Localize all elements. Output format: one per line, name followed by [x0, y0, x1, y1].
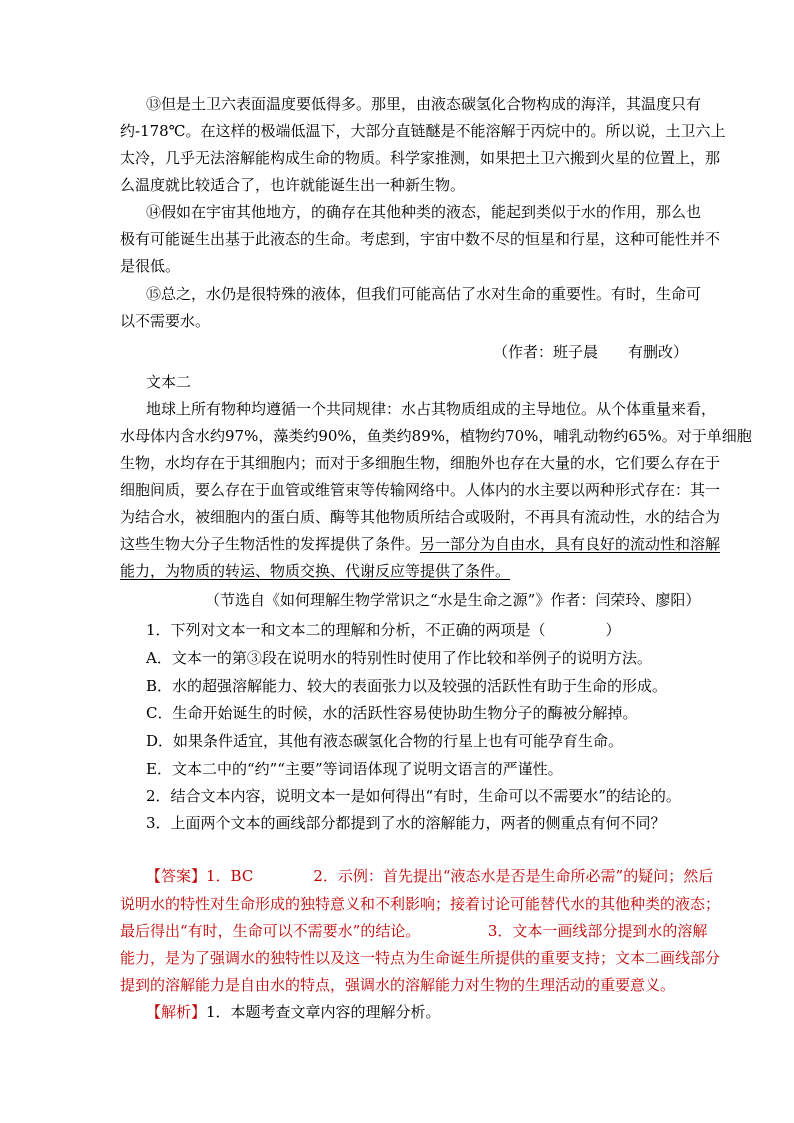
answer-line-3: 最后得出“有时，生命可以不需要水”的结论。 3．文本一画线部分提到水的溶解: [120, 922, 708, 940]
question-1: 1．下列对文本一和文本二的理解和分析，不正确的两项是（ ）: [146, 621, 621, 639]
text2-line-2: 水母体内含水约97%，藻类约90%，鱼类约89%，植物约70%，哺乳动物约65%。对于单细胞: [120, 427, 752, 445]
option-b: B．水的超强溶解能力、较大的表面张力以及较强的活跃性有助于生命的形成。: [146, 677, 668, 695]
paragraph-13-line-1: ⑬但是土卫六表面温度要低得多。那里，由液态碳氢化合物构成的海洋，其温度只有: [146, 95, 702, 113]
source-credit-text2: （节选自《如何理解生物学常识之“水是生命之源”》作者：闫荣玲、廖阳）: [205, 591, 701, 609]
text2-underlined-part-1: 另一部分为自由水，具有良好的流动性和溶解: [420, 535, 721, 553]
text2-line-4: 细胞间质，要么存在于血管或维管束等传输网络中。人体内的水主要以两种形式存在：其一: [120, 481, 721, 499]
text2-underlined-part-2: 能力，为物质的转运、物质交换、代谢反应等提供了条件。: [120, 562, 511, 580]
analysis-line: [146, 1002, 441, 1022]
answer-line-4: 能力，是为了强调水的独特性以及这一特点为生命诞生所提供的重要支持；文本二画线部分: [120, 949, 721, 967]
text2-heading: 文本二: [146, 373, 192, 391]
answer-line-5: 提到的溶解能力是自由水的特点，强调水的溶解能力对生物的生理活动的重要意义。: [120, 976, 676, 994]
author-credit-text1: （作者：班子晨 有删改）: [493, 343, 689, 361]
analysis-text: 1．本题考查文章内容的理解分析。: [206, 1003, 441, 1021]
paragraph-13-line-4: 么温度就比较适合了，也许就能诞生出一种新生物。: [120, 176, 466, 194]
text2-line-3: 生物，水均存在于其细胞内；而对于多细胞生物，细胞外也存在大量的水，它们要么存在于: [120, 454, 721, 472]
paragraph-13-line-3: 太冷，几乎无法溶解能构成生命的物质。科学家推测，如果把土卫六搬到火星的位置上，那: [120, 149, 721, 167]
answer-text-1: 1．BC 2．示例：首先提出“液态水是否是生命所必需”的疑问；然后: [206, 867, 714, 885]
text2-line-5: 为结合水，被细胞内的蛋白质、酶等其他物质所结合或吸附，不再具有流动性，水的结合为: [120, 508, 721, 526]
answer-tag: 【答案】: [146, 867, 207, 885]
text2-line-6: [120, 534, 720, 554]
option-e: E．文本二中的“约”“主要”等词语体现了说明文语言的严谨性。: [146, 760, 563, 778]
analysis-tag: 【解析】: [146, 1003, 207, 1021]
paragraph-14-line-2: 极有可能诞生出基于此液态的生命。考虑到，宇宙中数不尽的恒星和行星，这种可能性并不: [120, 230, 721, 248]
paragraph-15-line-1: ⑮总之，水仍是很特殊的液体，但我们可能高估了水对生命的重要性。有时，生命可: [146, 285, 702, 303]
option-a: A．文本一的第③段在说明水的特别性时使用了作比较和举例子的说明方法。: [146, 649, 652, 667]
paragraph-14-line-3: 是很低。: [120, 257, 181, 275]
paragraph-13-line-2: 约-178℃。在这样的极端低温下，大部分直链醚是不能溶解于丙烷中的。所以说，土卫六上: [120, 122, 726, 140]
question-3: 3．上面两个文本的画线部分都提到了水的溶解能力，两者的侧重点有何不同？: [146, 814, 666, 832]
option-d: D．如果条件适宜，其他有液态碳氢化合物的行星上也有可能孕育生命。: [146, 732, 624, 750]
answer-line-1: [146, 866, 713, 886]
text2-line-6-plain: 这些生物大分子生物活性的发挥提供了条件。: [120, 535, 421, 553]
answer-line-2: 说明水的特性对生命形成的独特意义和不利影响；接着讨论可能替代水的其他种类的液态；: [120, 895, 721, 913]
text2-line-7: [120, 561, 510, 581]
question-2: 2．结合文本内容，说明文本一是如何得出“有时，生命可以不需要水”的结论的。: [146, 787, 681, 805]
paragraph-15-line-2: 以不需要水。: [120, 312, 211, 330]
option-c: C．生命开始诞生的时候，水的活跃性容易使协助生物分子的酶被分解掉。: [146, 704, 638, 722]
text2-line-1: 地球上所有物种均遵循一个共同规律：水占其物质组成的主导地位。从个体重量来看，: [146, 400, 717, 418]
paragraph-14-line-1: ⑭假如在宇宙其他地方，的确存在其他种类的液态，能起到类似于水的作用，那么也: [146, 203, 702, 221]
